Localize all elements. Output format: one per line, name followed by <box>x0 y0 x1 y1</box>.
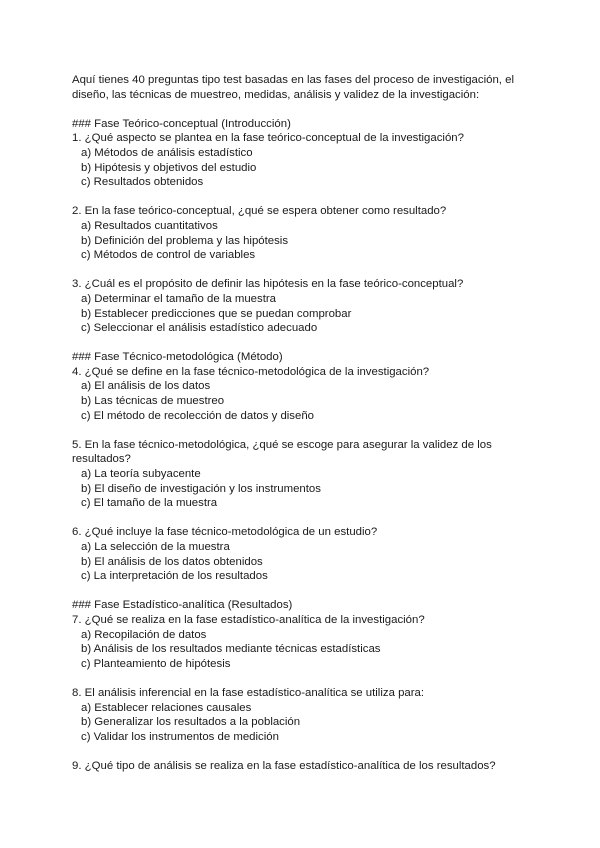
question-text: 8. El análisis inferencial en la fase estadístico-analítica se utiliza para: <box>72 686 425 699</box>
answer-option: b) El análisis de los datos obtenidos <box>81 555 263 568</box>
question-8 <box>72 686 542 744</box>
answer-options <box>72 628 542 672</box>
question-4 <box>72 365 542 423</box>
answer-option: a) Recopilación de datos <box>81 628 207 641</box>
answer-option: c) Planteamiento de hipótesis <box>81 657 231 670</box>
question-text: 1. ¿Qué aspecto se plantea en la fase teórico-conceptual de la investigación? <box>72 132 464 145</box>
answer-option: c) Métodos de control de variables <box>81 249 256 262</box>
answer-option: a) Establecer relaciones causales <box>81 701 252 714</box>
answer-option: c) Seleccionar el análisis estadístico adecuado <box>81 322 318 335</box>
answer-option: a) La selección de la muestra <box>81 541 230 553</box>
answer-option: b) Definición del problema y las hipótesis <box>81 234 289 247</box>
answer-options <box>72 701 542 745</box>
answer-option: c) El método de recolección de datos y diseño <box>81 409 315 422</box>
answer-option: b) Generalizar los resultados a la población <box>81 716 301 729</box>
answer-option: b) Las técnicas de muestreo <box>81 395 225 408</box>
question-3 <box>72 277 542 335</box>
answer-options <box>72 219 542 263</box>
question-text: 2. En la fase teórico-conceptual, ¿qué se espera obtener como resultado? <box>72 205 447 218</box>
answer-option: a) Métodos de análisis estadístico <box>81 146 253 159</box>
question-9 <box>72 759 542 774</box>
answer-options <box>72 292 542 336</box>
question-5 <box>72 438 542 511</box>
question-text: 4. ¿Qué se define en la fase técnico-metodológica de la investigación? <box>72 365 430 378</box>
section-title: ### Fase Teórico-conceptual (Introducción) <box>72 117 291 130</box>
question-text: 9. ¿Qué tipo de análisis se realiza en la fase estadístico-analítica de los resultados? <box>72 759 496 772</box>
question-2 <box>72 204 542 262</box>
question-text: 5. En la fase técnico-metodológica, ¿qué se escoge para asegurar la validez de los resultados? <box>72 438 492 466</box>
answer-option: a) Resultados cuantitativos <box>81 219 218 232</box>
section-title: ### Fase Estadístico-analítica (Resultados) <box>72 599 293 612</box>
answer-option: a) El análisis de los datos <box>81 380 211 393</box>
answer-option: c) El tamaño de la muestra <box>81 497 218 510</box>
answer-options <box>72 379 542 423</box>
question-7 <box>72 613 542 671</box>
question-text: 6. ¿Qué incluye la fase técnico-metodológica de un estudio? <box>72 526 378 539</box>
section-tecnico-metodologica <box>72 350 542 584</box>
answer-option: b) El diseño de investigación y los instrumentos <box>81 482 321 495</box>
answer-option: b) Hipótesis y objetivos del estudio <box>81 161 257 174</box>
document-content <box>72 73 542 788</box>
answer-option: a) La teoría subyacente <box>81 468 201 481</box>
question-6 <box>72 525 542 583</box>
answer-options <box>72 146 542 190</box>
answer-option: c) La interpretación de los resultados <box>81 570 268 583</box>
question-text: 7. ¿Qué se realiza en la fase estadístico-analítica de la investigación? <box>72 613 425 626</box>
section-teorico-conceptual <box>72 117 542 336</box>
question-text: 3. ¿Cuál es el propósito de definir las hipótesis en la fase teórico-conceptual? <box>72 278 464 291</box>
answer-option: a) Determinar el tamaño de la muestra <box>81 292 276 305</box>
section-estadistico-analitica <box>72 598 542 773</box>
answer-option: c) Validar los instrumentos de medición <box>81 730 279 743</box>
question-1 <box>72 131 542 189</box>
answer-options <box>72 467 542 511</box>
intro-paragraph: Aquí tienes 40 preguntas tipo test basadas en las fases del proceso de investigación, el diseño, las técnicas de muestreo, medidas, análisis y validez de la investigación: <box>72 74 514 101</box>
answer-option: b) Análisis de los resultados mediante técnicas estadísticas <box>81 643 381 656</box>
answer-option: b) Establecer predicciones que se puedan comprobar <box>81 307 352 320</box>
answer-option: c) Resultados obtenidos <box>81 176 204 189</box>
section-title: ### Fase Técnico-metodológica (Método) <box>72 351 283 364</box>
answer-options <box>72 540 542 584</box>
